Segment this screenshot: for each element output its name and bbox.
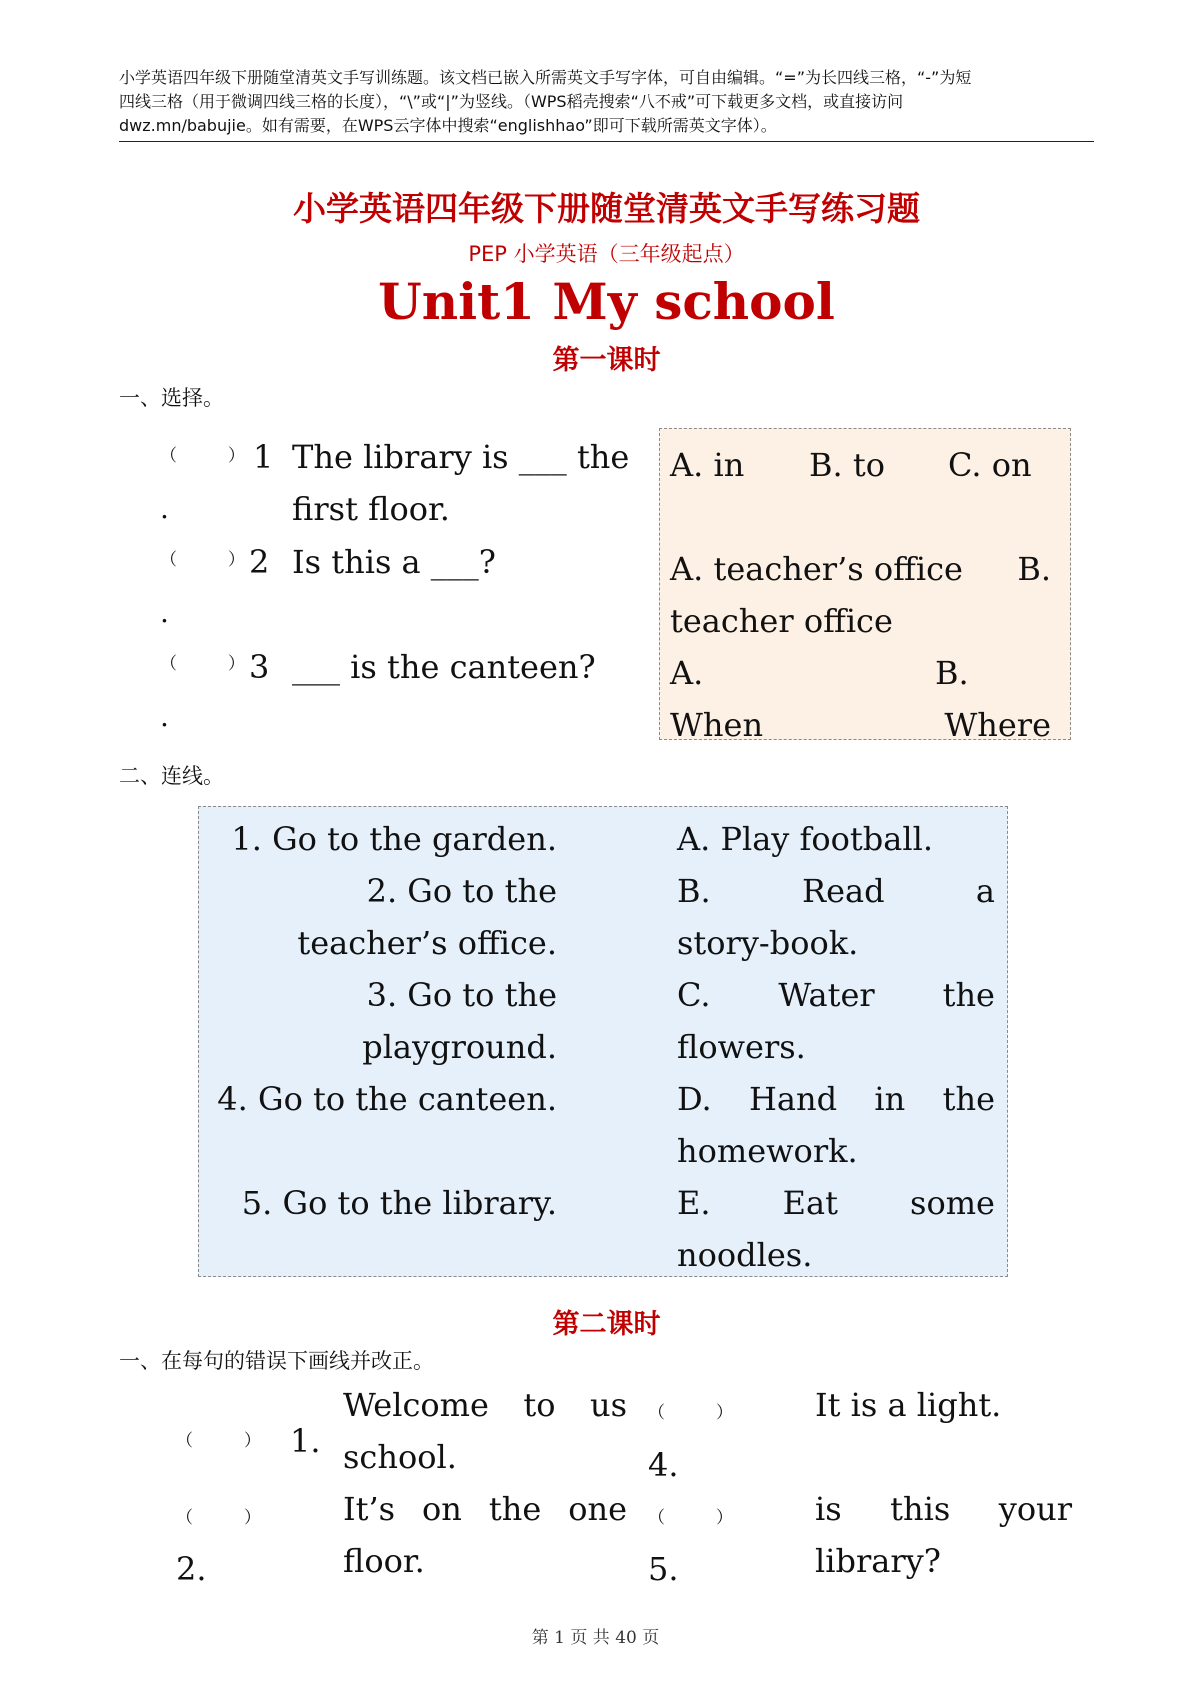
correction-4-line1: It is a light. bbox=[815, 1386, 1002, 1424]
question-2-text: Is this a ___? bbox=[292, 543, 496, 581]
correction-blank-4[interactable]: （ ） bbox=[648, 1403, 733, 1423]
correction-5-line1 bbox=[815, 1490, 1072, 1528]
match-right-b-line2[interactable] bbox=[677, 917, 858, 969]
match-right-e-word3: noodles. bbox=[677, 1236, 813, 1274]
match-right-b-word2: a bbox=[975, 872, 995, 910]
answer-blank-1[interactable]: （ ） bbox=[160, 446, 245, 466]
question-1-dot: . bbox=[160, 492, 169, 525]
match-right-c-word1: Water bbox=[778, 976, 875, 1014]
q3-options-line1 bbox=[670, 647, 1051, 699]
section-choose-heading: 一、选择。 bbox=[119, 386, 224, 410]
match-right-c-word3: flowers. bbox=[677, 1028, 806, 1066]
page-title: 小学英语四年级下册随堂清英文手写练习题 bbox=[293, 189, 920, 228]
header-notice bbox=[119, 66, 1094, 138]
match-right-d-word4: homework. bbox=[677, 1132, 858, 1170]
correction-2-line2: floor. bbox=[343, 1542, 425, 1580]
correction-number-4: 4. bbox=[648, 1446, 679, 1484]
header-line-2: 四线三格（用于微调四线三格的长度），“\”或“|”为竖线。（WPS稻壳搜索“八不戒”可下载更多文档，或直接访问 bbox=[119, 92, 904, 111]
correction-1-word1: Welcome bbox=[343, 1386, 489, 1424]
correction-5-line2: library? bbox=[815, 1542, 941, 1580]
match-right-b-letter: B. bbox=[677, 872, 711, 910]
match-right-c-letter: C. bbox=[677, 976, 711, 1014]
q2-option-b-letter: B. bbox=[1017, 550, 1051, 588]
options-box bbox=[659, 428, 1071, 744]
correction-2-line1 bbox=[343, 1490, 627, 1528]
q3-option-a-letter: A. bbox=[670, 654, 704, 692]
q3-option-b-letter: B. bbox=[935, 654, 969, 692]
question-number-2: 2 bbox=[249, 543, 270, 581]
match-left-1[interactable]: 1. Go to the garden. bbox=[231, 820, 557, 858]
section-match-heading: 二、连线。 bbox=[119, 764, 224, 788]
matching-box bbox=[198, 806, 1008, 1277]
correction-2-word4: one bbox=[568, 1490, 627, 1528]
question-1-text: The library is ___ the bbox=[292, 438, 630, 476]
correction-1-word2: to bbox=[523, 1386, 556, 1424]
answer-blank-3[interactable]: （ ） bbox=[160, 654, 245, 674]
question-number-1: 1 bbox=[253, 438, 274, 476]
unit-title: Unit1 My school bbox=[378, 272, 835, 331]
header-line-1: 小学英语四年级下册随堂清英文手写训练题。该文档已嵌入所需英文手写字体，可自由编辑。“=”为长四线三格，“-”为短 bbox=[119, 68, 972, 87]
match-left-3-line2[interactable]: playground. bbox=[362, 1028, 557, 1066]
match-right-a-text: A. Play football. bbox=[677, 820, 933, 858]
page-footer: 第 1 页 共 40 页 bbox=[531, 1628, 660, 1648]
match-left-4[interactable]: 4. Go to the canteen. bbox=[217, 1080, 557, 1118]
lesson-1-title: 第一课时 bbox=[552, 345, 661, 376]
q2-option-a: A. teacher’s office bbox=[670, 550, 963, 588]
correction-blank-5[interactable]: （ ） bbox=[648, 1508, 733, 1528]
correction-2-word1: It’s bbox=[343, 1490, 396, 1528]
match-right-d-word1: Hand bbox=[749, 1080, 838, 1118]
match-right-e-word1: Eat bbox=[782, 1184, 838, 1222]
match-left-2-line1[interactable]: 2. Go to the bbox=[366, 872, 557, 910]
correction-5-word2: this bbox=[890, 1490, 951, 1528]
header-line-3: dwz.mn/babujie。如有需要，在WPS云字体中搜索“englishhao”即可下载所需英文字体）。 bbox=[119, 116, 777, 135]
match-right-d-word2: in bbox=[874, 1080, 906, 1118]
answer-blank-2[interactable]: （ ） bbox=[160, 550, 245, 570]
correction-2-word3: the bbox=[488, 1490, 542, 1528]
correction-1-word3: us bbox=[589, 1386, 627, 1424]
match-right-b-word1: Read bbox=[802, 872, 885, 910]
question-3-dot: . bbox=[160, 700, 169, 733]
match-right-a[interactable] bbox=[677, 813, 933, 865]
match-right-e-word2: some bbox=[910, 1184, 995, 1222]
correction-number-5: 5. bbox=[648, 1550, 679, 1588]
match-right-e-letter: E. bbox=[677, 1184, 711, 1222]
match-right-b-word3: story-book. bbox=[677, 924, 859, 962]
match-left-2-line2[interactable]: teacher’s office. bbox=[297, 924, 557, 962]
question-2-dot: . bbox=[160, 596, 169, 629]
correction-2-word2: on bbox=[422, 1490, 462, 1528]
q3-option-a-text: When bbox=[670, 706, 764, 744]
correction-1-line2: school. bbox=[343, 1438, 457, 1476]
correction-blank-2[interactable]: （ ） bbox=[176, 1508, 261, 1528]
match-left-3-line1[interactable]: 3. Go to the bbox=[366, 976, 557, 1014]
correction-number-2: 2. bbox=[176, 1550, 207, 1588]
correction-1-line1 bbox=[343, 1386, 627, 1424]
q1-option-a: A. in bbox=[670, 446, 745, 484]
match-right-d-word3: the bbox=[942, 1080, 995, 1118]
question-3-text: ___ is the canteen? bbox=[292, 648, 596, 686]
q1-option-c: C. on bbox=[948, 446, 1032, 484]
q2-options-line1 bbox=[670, 543, 1051, 595]
lesson-2-title: 第二课时 bbox=[552, 1309, 661, 1340]
q1-option-b: B. to bbox=[809, 446, 885, 484]
correction-blank-1[interactable]: （ ） bbox=[176, 1431, 261, 1451]
section-correct-heading: 一、在每句的错误下画线并改正。 bbox=[119, 1349, 434, 1373]
match-right-e-line1[interactable] bbox=[677, 1177, 995, 1229]
match-right-e-line2[interactable] bbox=[677, 1229, 812, 1281]
q3-option-b-text: Where bbox=[944, 706, 1051, 744]
header-divider bbox=[119, 141, 1094, 142]
correction-number-1: 1. bbox=[290, 1422, 321, 1460]
correction-5-word3: your bbox=[998, 1490, 1072, 1528]
match-right-d-letter: D. bbox=[677, 1080, 712, 1118]
match-right-d-line2[interactable] bbox=[677, 1125, 858, 1177]
q2-option-b-text: teacher office bbox=[670, 602, 893, 640]
question-number-3: 3 bbox=[249, 648, 270, 686]
page-subtitle: PEP 小学英语（三年级起点） bbox=[468, 242, 745, 266]
match-right-d-line1[interactable] bbox=[677, 1073, 995, 1125]
match-right-b-line1[interactable] bbox=[677, 865, 995, 917]
match-right-c-word2: the bbox=[942, 976, 995, 1014]
match-right-c-line2[interactable] bbox=[677, 1021, 806, 1073]
q3-options-line2 bbox=[670, 699, 1051, 751]
question-1-text-line2: first floor. bbox=[292, 490, 450, 528]
match-left-5[interactable]: 5. Go to the library. bbox=[241, 1184, 557, 1222]
correction-5-word1: is bbox=[815, 1490, 842, 1528]
match-right-c-line1[interactable] bbox=[677, 969, 995, 1021]
